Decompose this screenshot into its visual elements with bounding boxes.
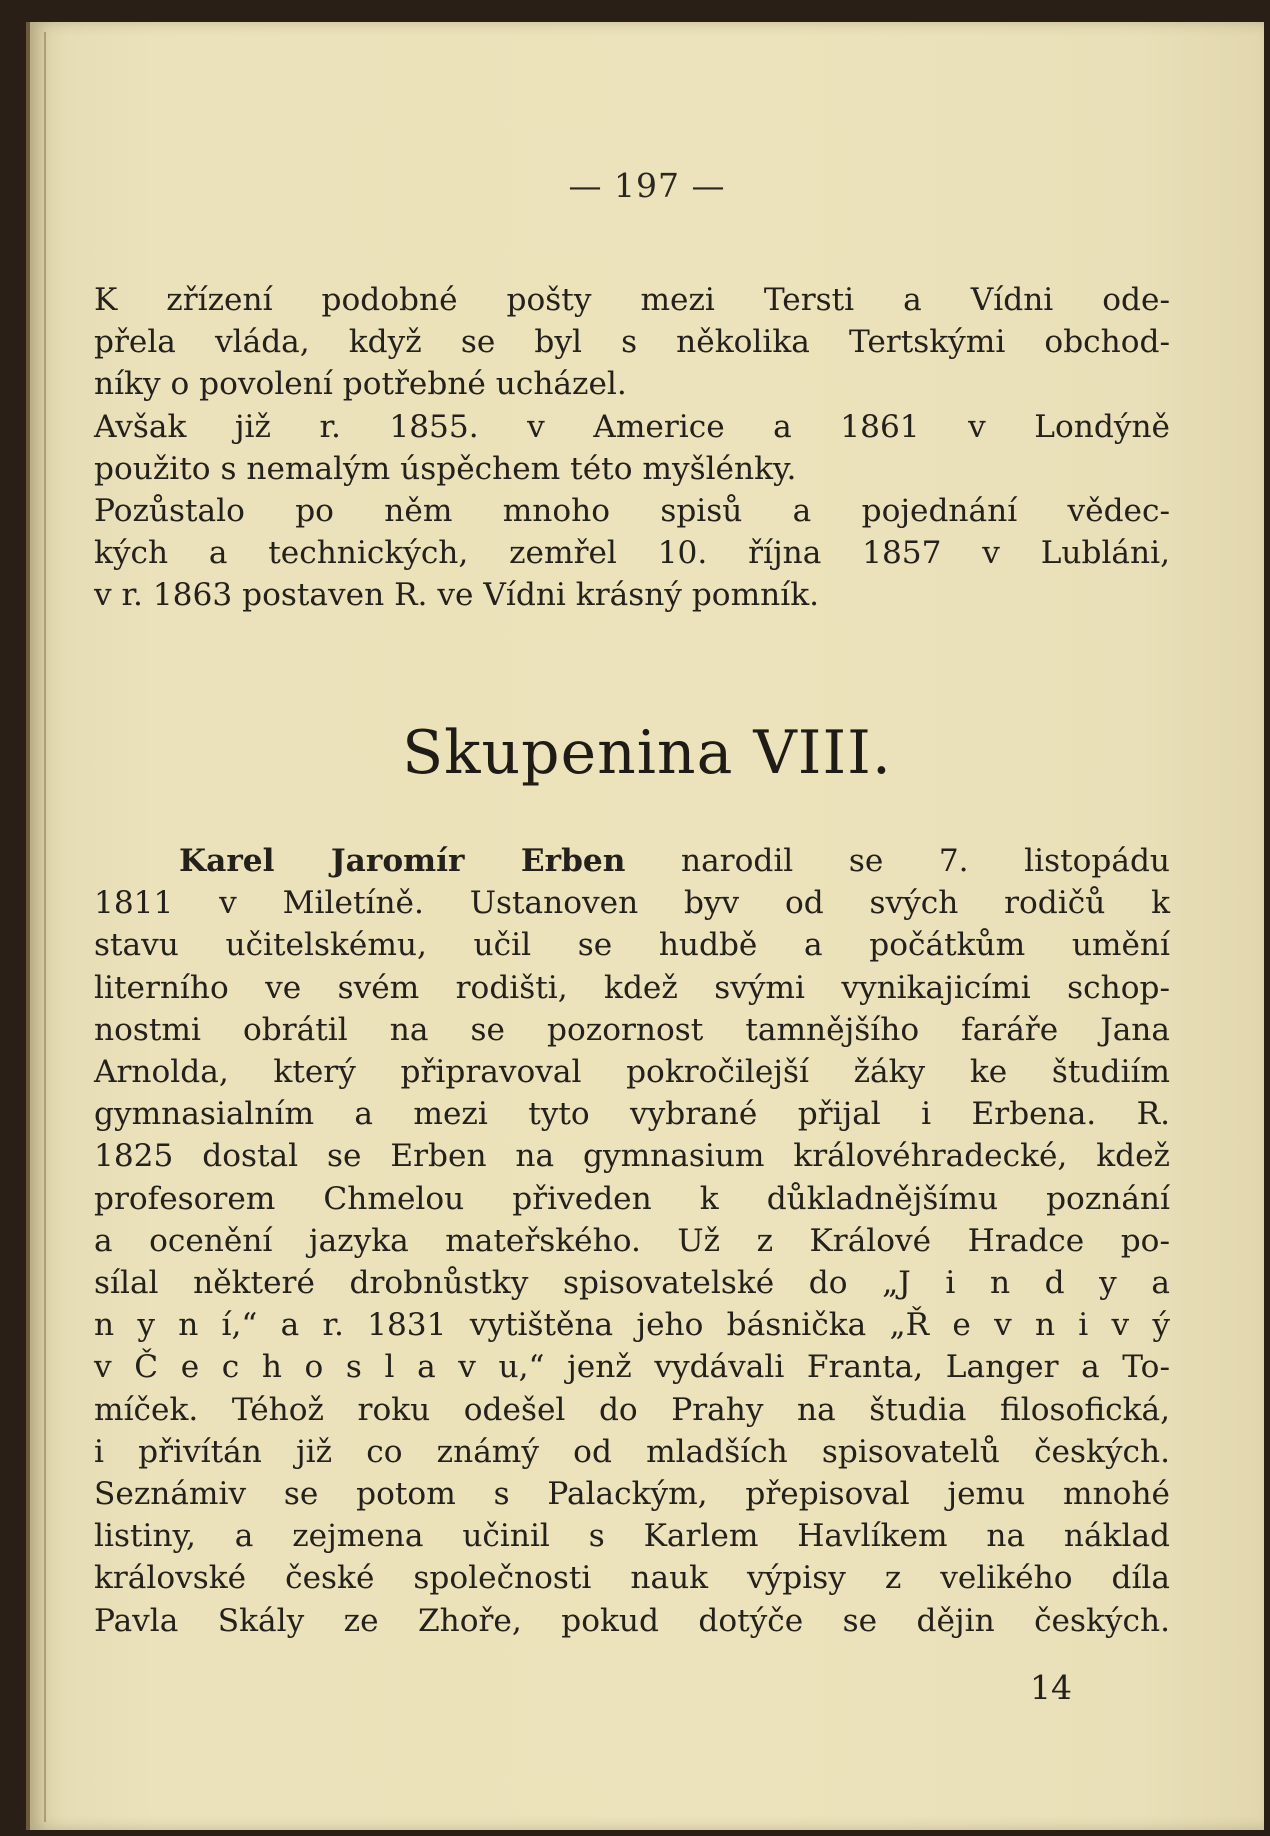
text-line: nostmi obrátil na se pozornost tamnějšího faráře Jana: [94, 1011, 1170, 1048]
lead-name: Karel Jaromír Erben: [179, 843, 626, 879]
text-line: gymnasialním a mezi tyto vybrané přijal i Erbena. R.: [94, 1096, 1170, 1133]
first-line-rest: narodil se 7. listopádu: [681, 843, 1171, 879]
text-line: Avšak již r. 1855. v Americe a 1861 v Londýně: [94, 408, 1170, 445]
text-line: královské české společnosti nauk výpisy z velikého díla: [94, 1560, 1170, 1597]
text-line: i přivítán již co známý od mladších spisovatelů českých.: [94, 1433, 1170, 1470]
text-line: profesorem Chmelou přiveden k důkladnějšímu poznání: [94, 1180, 1170, 1217]
text-line: literního ve svém rodišti, kdež svými vynikajicími schop-: [94, 969, 1170, 1006]
text-line: Pozůstalo po něm mnoho spisů a pojednání vědec-: [94, 493, 1170, 530]
text-line: Seznámiv se potom s Palackým, přepisoval jemu mnohé: [94, 1476, 1170, 1513]
text-line: Arnolda, který připravoval pokročilejší žáky ke študiím: [94, 1054, 1170, 1091]
text-line: 1811 v Miletíně. Ustanoven byv od svých rodičů k: [94, 885, 1170, 922]
page-number: — 197 —: [568, 166, 726, 205]
text-line: listiny, a zejmena učinil s Karlem Havlíkem na náklad: [94, 1518, 1170, 1555]
text-line: použito s nemalým úspěchem této myšlénky.: [94, 450, 797, 487]
text-line: 1825 dostal se Erben na gymnasium královéhradecké, kdež: [94, 1138, 1170, 1175]
book-page: [26, 22, 1264, 1830]
text-line: n y n í,“ a r. 1831 vytištěna jeho básnička „Ř e v n i v ý: [94, 1307, 1170, 1344]
paragraph-2: [94, 840, 1170, 1642]
text-line: sílal některé drobnůstky spisovatelské do „J i n d y a: [94, 1265, 1170, 1302]
section-heading: Skupenina VIII.: [402, 718, 892, 788]
paragraph-1: [94, 279, 1170, 617]
text-line: v r. 1863 postaven R. ve Vídni krásný pomník.: [94, 577, 820, 614]
text-line: K zřízení podobné pošty mezi Tersti a Vídni ode-: [94, 282, 1170, 318]
text-line: v Č e c h o s l a v u,“ jenž vydávali Franta, Langer a To-: [94, 1349, 1170, 1386]
text-line: kých a technických, zemřel 10. října 1857 v Lubláni,: [94, 535, 1170, 572]
text-line: níky o povolení potřebné ucházel.: [94, 366, 627, 403]
text-line: Pavla Skály ze Zhoře, pokud dotýče se dějin českých.: [94, 1602, 1170, 1639]
text-line: míček. Téhož roku odešel do Prahy na študia filosofická,: [94, 1391, 1170, 1428]
binding-gutter: [44, 32, 46, 1822]
text-line-first: [94, 840, 1170, 882]
text-line: a ocenění jazyka mateřského. Už z Králové Hradce po-: [94, 1222, 1170, 1259]
text-line: přela vláda, když se byl s několika Tertskými obchod-: [94, 324, 1170, 361]
text-line: stavu učitelskému, učil se hudbě a počátkům umění: [94, 927, 1170, 964]
signature-mark: 14: [1030, 1668, 1072, 1707]
